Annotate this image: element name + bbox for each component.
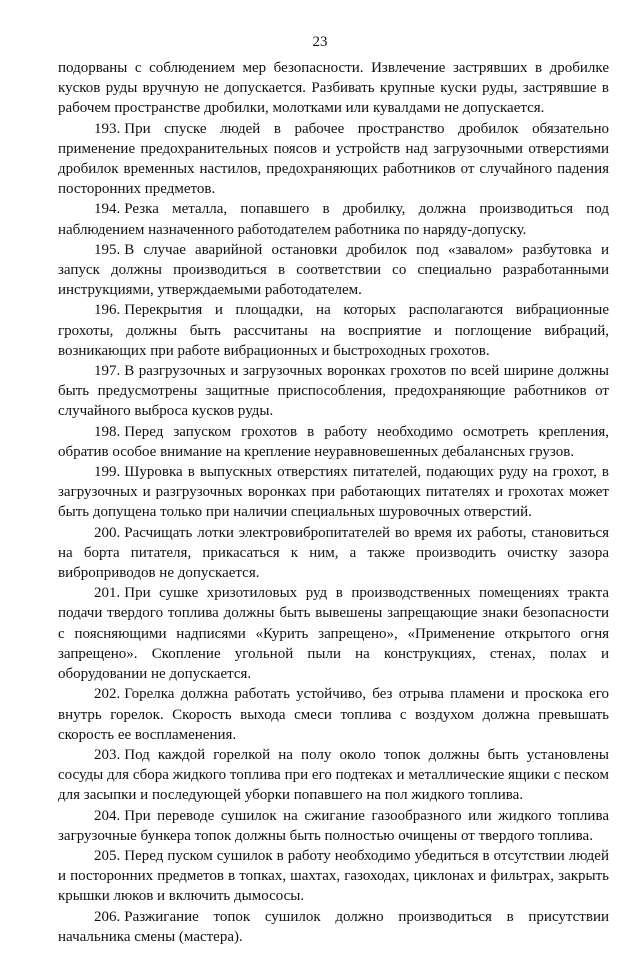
paragraph-text: При переводе сушилок на сжигание газообразного или жидкого топлива загрузочные бункера топок должны быть полностью очищены от твердого топлива.: [58, 807, 609, 844]
paragraph-number: 196.: [94, 302, 121, 319]
paragraph-number: 200.: [94, 524, 121, 541]
paragraph: [58, 583, 609, 684]
paragraph-number: 198.: [94, 423, 121, 440]
paragraph-number: 203.: [94, 746, 121, 763]
paragraph-number: 193.: [94, 120, 121, 137]
paragraph: [58, 462, 609, 523]
paragraph: [58, 58, 609, 119]
paragraph: [58, 119, 609, 200]
paragraph-number: 197.: [94, 363, 121, 380]
paragraph: [58, 806, 609, 846]
page-number: 23: [312, 34, 328, 50]
paragraph: [58, 523, 609, 584]
paragraph-text: Шуровка в выпускных отверстиях питателей, подающих руду на грохот, в загрузочных и разгрузочных воронках при работающих питателях и грохотах может быть допущена только при наличии специальных шуровочных отверстий.: [58, 464, 609, 521]
paragraph-number: 202.: [94, 686, 121, 703]
paragraph: [58, 846, 609, 907]
paragraph-number: 201.: [94, 585, 121, 602]
paragraph: [58, 947, 609, 967]
paragraph: [58, 422, 609, 462]
paragraph: [58, 240, 609, 301]
paragraph-text: Перед пуском сушилок в работу необходимо убедиться в отсутствии людей и посторонних предметов в топках, шахтах, газоходах, циклонах и фильтрах, закрыть крышки люков и включить дымососы.: [58, 847, 609, 905]
paragraph-number: 194.: [94, 201, 121, 218]
paragraph: [58, 199, 609, 239]
paragraph-text: Перед запуском грохотов в работу необходимо осмотреть крепления, обратив особое внимание на крепление неуравновешенных дебалансных грузов.: [58, 423, 609, 460]
paragraph-text: Под каждой горелкой на полу около топок должны быть установлены сосуды для сбора жидкого топлива при его подтеках и металлические ящики с песком для засыпки и последующей уборки попавшего на пол жидкого топлива.: [58, 746, 609, 804]
document-body: [58, 58, 609, 967]
paragraph: [58, 745, 609, 806]
paragraph-text: Горелка должна работать устойчиво, без отрыва пламени и проскока его внутрь горелок. Скорость выхода смеси топлива с воздухом должна превышать скорость ее воспламенения.: [58, 686, 609, 743]
paragraph-text: При сушке хризотиловых руд в производственных помещениях тракта подачи твердого топлива должны быть вывешены запрещающие знаки безопасности с поясняющими надписями «Курить запрещено», «Применение открытого огня запрещено». Скопление угольной пыли на конструкциях, стенах, полах и оборудовании не допускается.: [58, 585, 609, 683]
paragraph-text: Резка металла, попавшего в дробилку, должна производиться под наблюдением назначенного работодателем работника по наряду-допуску.: [58, 201, 609, 238]
paragraph: [58, 907, 609, 947]
paragraph-text: При спуске людей в рабочее пространство дробилок обязательно применение предохранительных поясов и устройств над загрузочными отверстиями дробилок временных настилов, предохраняющих работников от случайного падения посторонних предметов.: [58, 120, 609, 198]
paragraph-text: Перекрытия и площадки, на которых располагаются вибрационные грохоты, должны быть рассчитаны на восприятие и поглощение вибраций, возникающих при работе вибрационных и быстроходных грохотов.: [58, 302, 609, 359]
paragraph-text: В случае аварийной остановки дробилок под «завалом» разбутовка и запуск должны производиться в соответствии со специально разработанными инструкциями, утверждаемыми работодателем.: [58, 241, 609, 299]
paragraph-text: Разжигание топок сушилок должно производиться в присутствии начальника смены (мастера).: [58, 908, 609, 945]
paragraph-text: подорваны с соблюдением мер безопасности. Извлечение застрявших в дробилке кусков руды вручную не допускается. Разбивать крупные куски руды, застрявшие в рабочем пространстве дробилки, молотками или кувалдами не допускается.: [58, 60, 609, 117]
paragraph-text: В разгрузочных и загрузочных воронках грохотов по всей ширине должны быть предусмотрены защитные приспособления, предохраняющие работников от случайного выброса кусков руды.: [58, 363, 609, 420]
paragraph-number: 206.: [94, 908, 121, 925]
paragraph-number: 204.: [94, 807, 121, 824]
paragraph-number: 205.: [94, 847, 121, 864]
paragraph: [58, 300, 609, 361]
paragraph-number: 195.: [94, 241, 121, 258]
paragraph: [58, 361, 609, 422]
paragraph: [58, 684, 609, 745]
paragraph-number: 199.: [94, 464, 121, 481]
paragraph-text: Расчищать лотки электровибропитателей во время их работы, становиться на борта питателя, прикасаться к ним, а также производить очистку зазора виброприводов не допускается.: [58, 524, 609, 582]
